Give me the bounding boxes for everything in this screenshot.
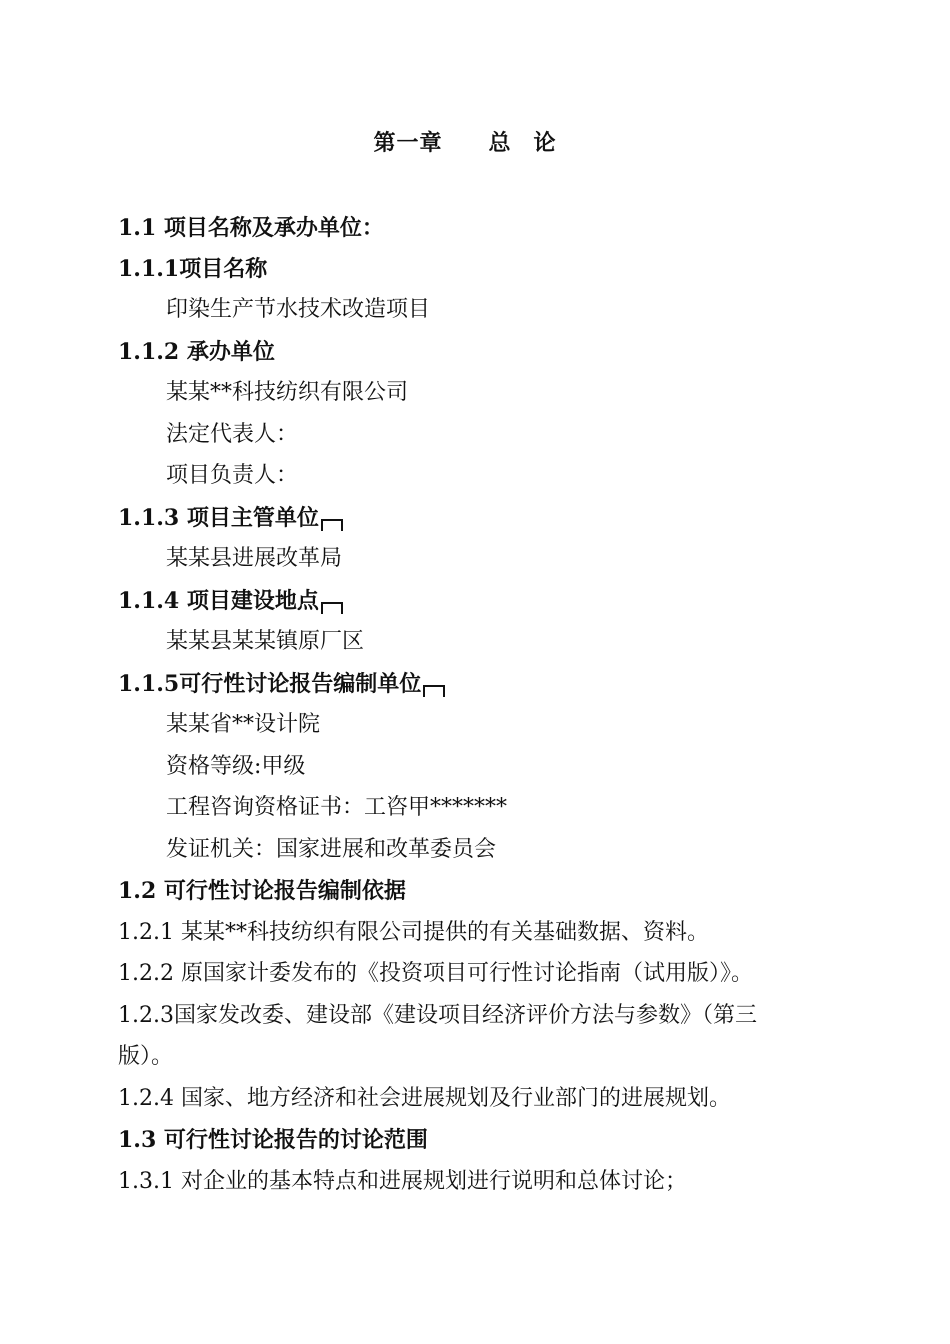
issuing-authority: 发证机关：国家进展和改革委员会 bbox=[166, 837, 497, 862]
heading-1-1-2: 1.1.2 承办单位 bbox=[118, 339, 275, 365]
location: 某某县某某镇原厂区 bbox=[166, 629, 365, 654]
scope-item-1: 1.3.1 对企业的基本特点和进展规划进行说明和总体讨论； bbox=[118, 1169, 687, 1194]
project-lead: 项目负责人： bbox=[166, 463, 299, 488]
heading-1-1-3-text: 1.1.3 项目主管单位 bbox=[118, 505, 319, 531]
chapter-title bbox=[0, 126, 940, 157]
heading-1-2: 1.2 可行性讨论报告编制依据 bbox=[118, 878, 406, 904]
authority-name: 某某县进展改革局 bbox=[166, 546, 343, 571]
edit-mark-icon bbox=[321, 519, 343, 531]
chapter-title-char-1: 总 bbox=[488, 130, 512, 156]
heading-1-1-1: 1.1.1项目名称 bbox=[118, 256, 268, 282]
project-name: 印染生产节水技术改造项目 bbox=[166, 297, 431, 322]
company-name: 某某**科技纺织有限公司 bbox=[166, 380, 409, 405]
chapter-title-char-2: 论 bbox=[533, 130, 557, 156]
heading-1-1-5-text: 1.1.5可行性讨论报告编制单位 bbox=[118, 671, 422, 697]
certificate: 工程咨询资格证书：工咨甲******* bbox=[166, 795, 508, 820]
heading-1-1-5 bbox=[118, 670, 445, 698]
heading-1-1-4 bbox=[118, 587, 343, 615]
heading-1-3: 1.3 可行性讨论报告的讨论范围 bbox=[118, 1127, 428, 1153]
qualification-grade: 资格等级:甲级 bbox=[166, 754, 306, 779]
legal-representative: 法定代表人： bbox=[166, 422, 299, 447]
chapter-label: 第一章 bbox=[373, 130, 443, 156]
heading-1-1-4-text: 1.1.4 项目建设地点 bbox=[118, 588, 319, 614]
basis-item-2: 1.2.2 原国家计委发布的《投资项目可行性讨论指南（试用版）》。 bbox=[118, 961, 753, 986]
heading-1-1-3 bbox=[118, 504, 343, 532]
basis-item-1: 1.2.1 某某**科技纺织有限公司提供的有关基础数据、资料。 bbox=[118, 920, 709, 945]
edit-mark-icon bbox=[321, 602, 343, 614]
basis-item-3-line-2: 版）。 bbox=[118, 1044, 174, 1069]
basis-item-4: 1.2.4 国家、地方经济和社会进展规划及行业部门的进展规划。 bbox=[118, 1086, 731, 1111]
basis-item-3-line-1: 1.2.3国家发改委、建设部《建设项目经济评价方法与参数》（第三 bbox=[118, 1003, 757, 1028]
edit-mark-icon bbox=[423, 685, 445, 697]
heading-1-1: 1.1 项目名称及承办单位： bbox=[118, 215, 384, 241]
institute-name: 某某省**设计院 bbox=[166, 712, 321, 737]
